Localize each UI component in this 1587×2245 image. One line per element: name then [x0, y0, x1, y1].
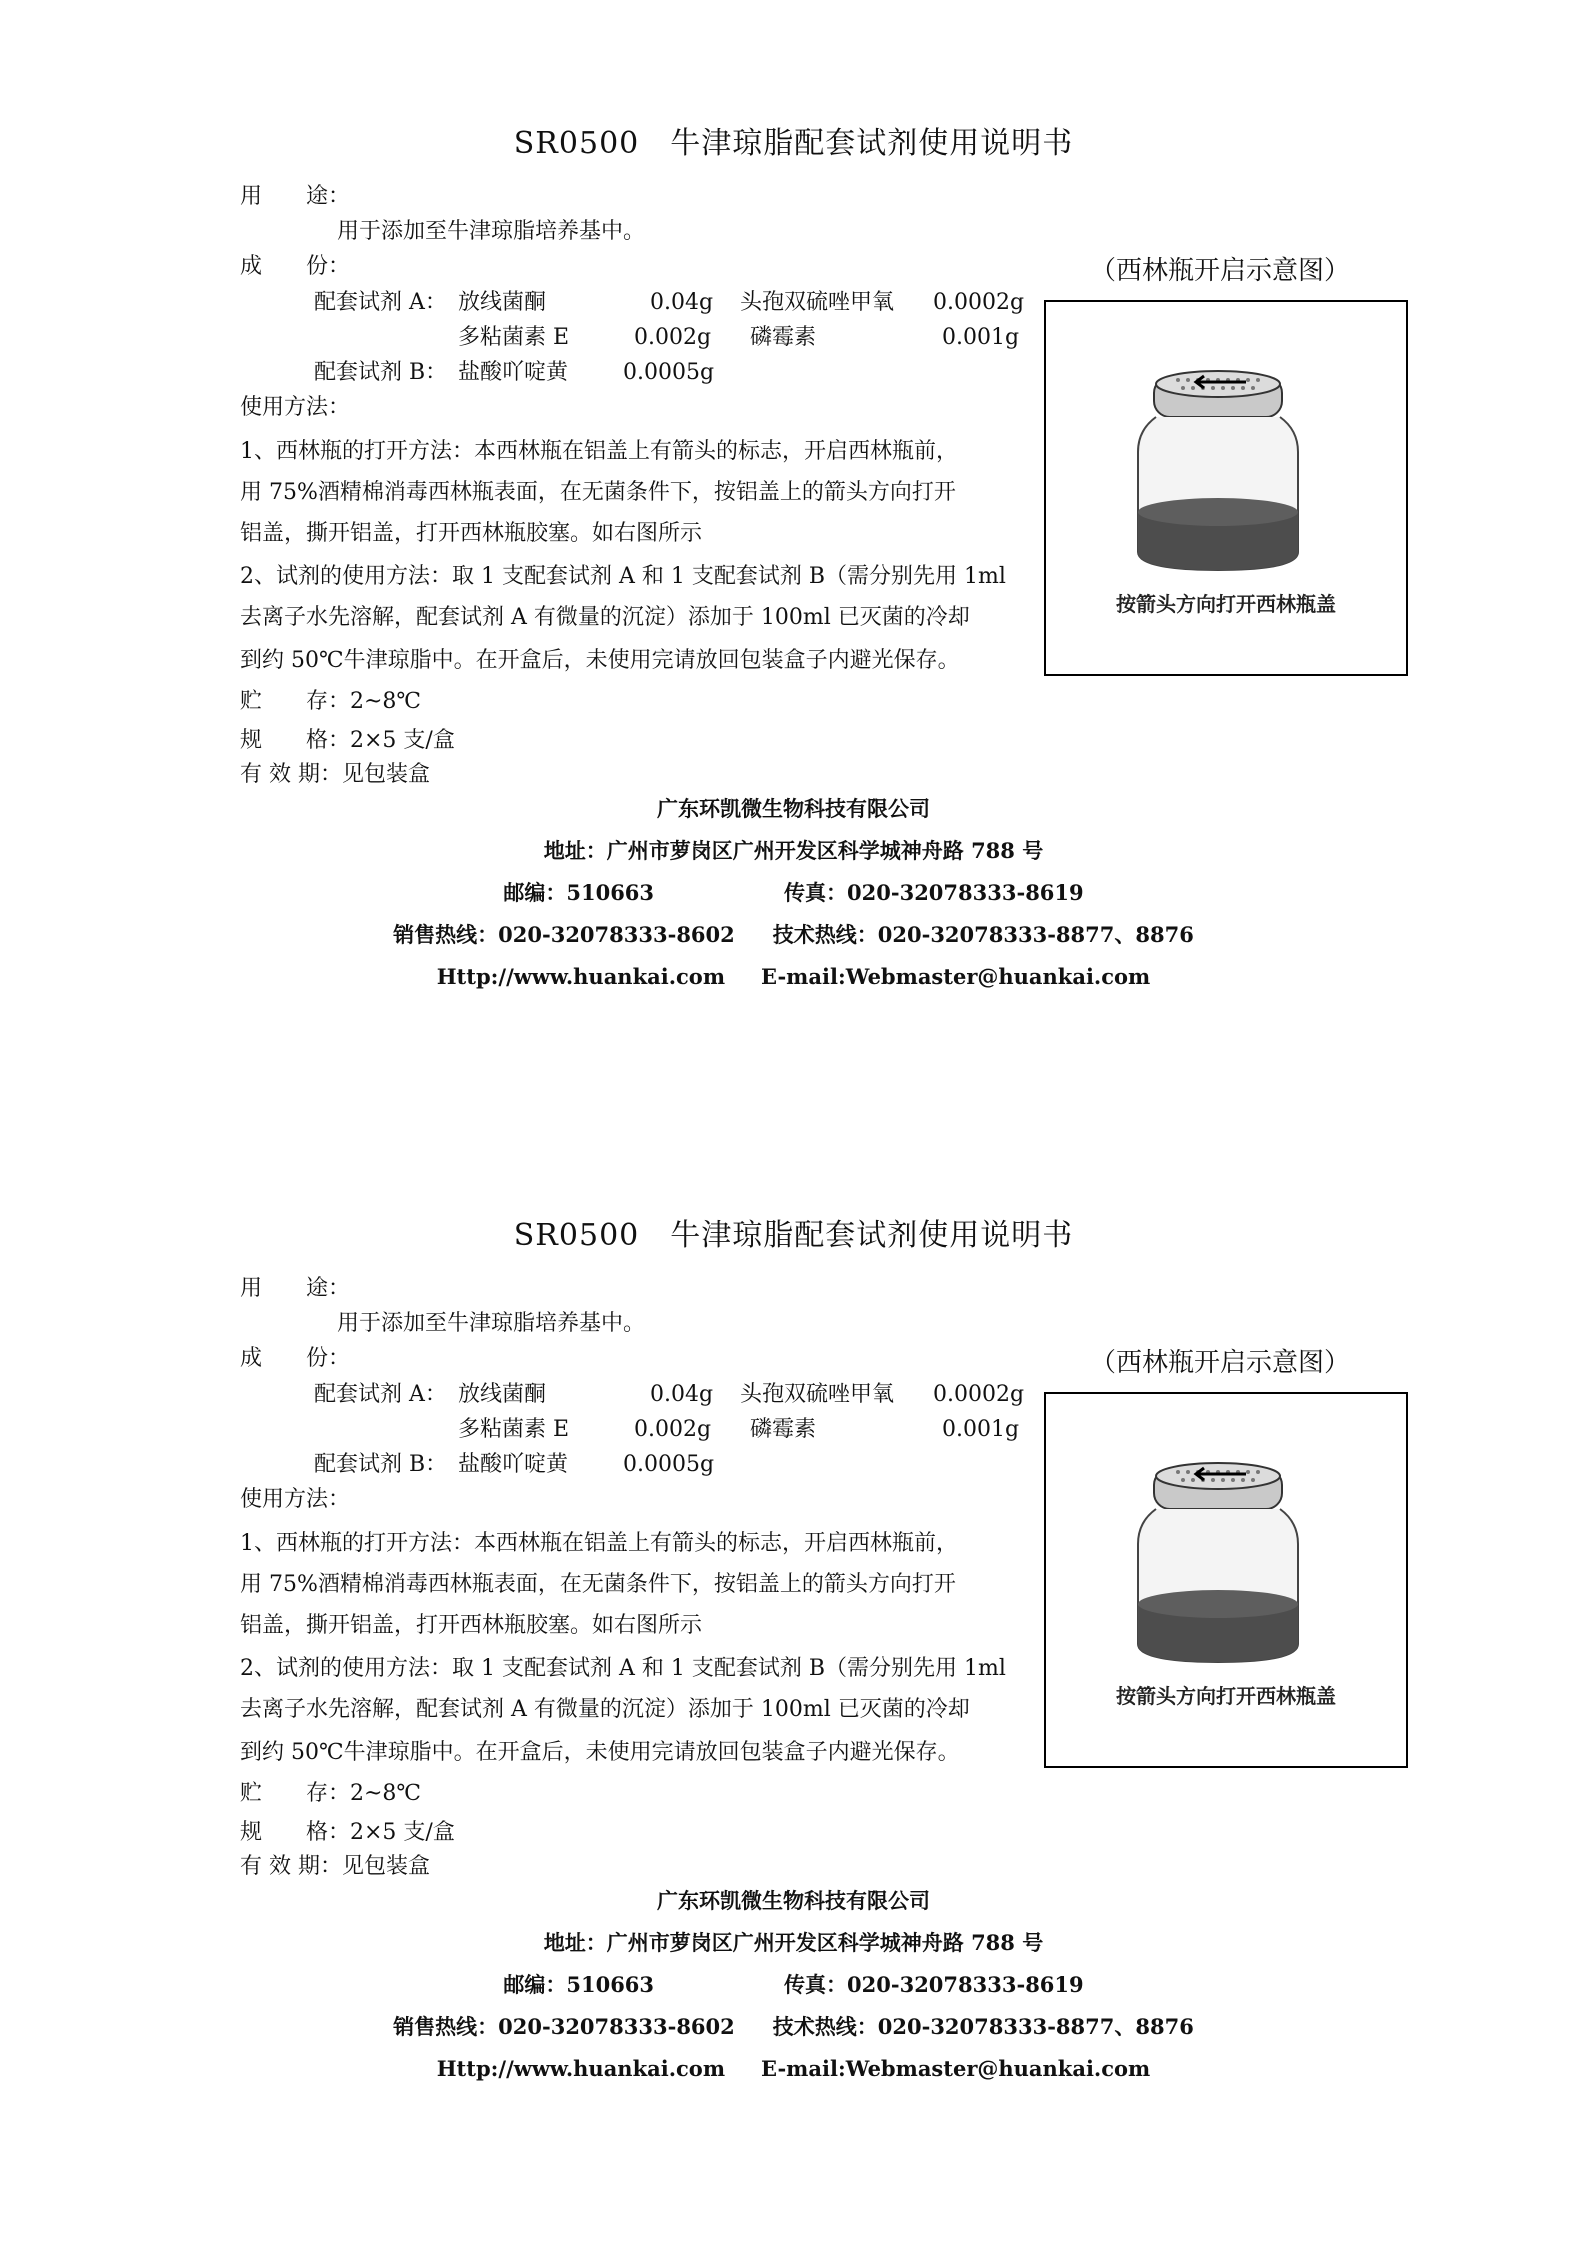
a4-name: 磷霉素: [750, 1417, 817, 1442]
document-title: SR0500 牛津琼脂配套试剂使用说明书: [513, 126, 1074, 161]
fax: 传真：020-32078333-8619: [784, 880, 1084, 905]
b1-qty: 0.0005g: [623, 360, 715, 385]
company-name: 广东环凯微生物科技有限公司: [657, 1888, 930, 1913]
specification: 规 格：2×5 支/盒: [240, 1820, 455, 1845]
usage-2-line-3: 到约 50℃牛津琼脂中。在开盒后，未使用完请放回包装盒子内避光保存。: [240, 648, 960, 673]
a1-name: 放线菌酮: [458, 290, 547, 315]
usage-2-line-2: 去离子水先溶解，配套试剂 A 有微量的沉淀）添加于 100ml 已灭菌的冷却: [240, 605, 970, 630]
a3-name: 多粘菌素 E: [458, 1417, 570, 1442]
usage-1-line-1: 1、西林瓶的打开方法：本西林瓶在铝盖上有箭头的标志，开启西林瓶前，: [240, 439, 958, 464]
company-address: 地址：广州市萝岗区广州开发区科学城神舟路 788 号: [543, 838, 1044, 863]
purpose-text: 用于添加至牛津琼脂培养基中。: [337, 219, 646, 244]
sales-hotline: 销售热线：020-32078333-8602: [393, 2014, 735, 2039]
vial-figure: [1044, 1392, 1408, 1768]
figure-label: 按箭头方向打开西林瓶盖: [1116, 592, 1336, 616]
reagent-a-label: 配套试剂 A：: [314, 1382, 447, 1407]
storage: 贮 存：2~8℃: [240, 1781, 422, 1806]
b1-name: 盐酸吖啶黄: [458, 1452, 569, 1477]
usage-2-line-2: 去离子水先溶解，配套试剂 A 有微量的沉淀）添加于 100ml 已灭菌的冷却: [240, 1697, 970, 1722]
usage-label: 使用方法：: [240, 395, 351, 420]
postcode: 邮编：510663: [503, 880, 655, 905]
figure-caption: （西林瓶开启示意图）: [1090, 256, 1351, 286]
validity: 有 效 期：见包装盒: [240, 762, 430, 787]
a3-qty: 0.002g: [634, 1417, 712, 1442]
a1-qty: 0.04g: [650, 1382, 714, 1407]
liquid-surface: [1138, 498, 1298, 526]
storage: 贮 存：2~8℃: [240, 689, 422, 714]
company-address: 地址：广州市萝岗区广州开发区科学城神舟路 788 号: [543, 1930, 1044, 1955]
figure-caption: （西林瓶开启示意图）: [1090, 1348, 1351, 1378]
a3-qty: 0.002g: [634, 325, 712, 350]
a4-qty: 0.001g: [942, 325, 1020, 350]
b1-qty: 0.0005g: [623, 1452, 715, 1477]
vial-cap-top: [1156, 1463, 1280, 1489]
a4-name: 磷霉素: [750, 325, 817, 350]
usage-1-line-3: 铝盖，撕开铝盖，打开西林瓶胶塞。如右图所示: [240, 1613, 703, 1638]
usage-1-line-3: 铝盖，撕开铝盖，打开西林瓶胶塞。如右图所示: [240, 521, 703, 546]
a2-qty: 0.0002g: [933, 1382, 1025, 1407]
document-title: SR0500 牛津琼脂配套试剂使用说明书: [513, 1218, 1074, 1253]
postcode: 邮编：510663: [503, 1972, 655, 1997]
purpose-label: 用 途：: [240, 1276, 351, 1301]
reagent-b-label: 配套试剂 B：: [314, 1452, 448, 1477]
company-name: 广东环凯微生物科技有限公司: [657, 796, 930, 821]
a4-qty: 0.001g: [942, 1417, 1020, 1442]
a3-name: 多粘菌素 E: [458, 325, 570, 350]
vial-cap-top: [1156, 371, 1280, 397]
instruction-sheet-2: [0, 1092, 1587, 2182]
postcode-fax-row: [0, 1970, 1587, 2000]
usage-label: 使用方法：: [240, 1487, 351, 1512]
a2-name: 头孢双硫唑甲氧: [740, 290, 895, 315]
reagent-a-label: 配套试剂 A：: [314, 290, 447, 315]
specification: 规 格：2×5 支/盒: [240, 728, 455, 753]
a1-name: 放线菌酮: [458, 1382, 547, 1407]
usage-2-line-1: 2、试剂的使用方法：取 1 支配套试剂 A 和 1 支配套试剂 B（需分别先用 1ml: [240, 1656, 1006, 1681]
usage-1-line-2: 用 75%酒精棉消毒西林瓶表面，在无菌条件下，按铝盖上的箭头方向打开: [240, 480, 956, 505]
tech-hotline: 技术热线：020-32078333-8877、8876: [772, 2014, 1194, 2039]
vial-illustration: [1046, 302, 1406, 674]
hotline-row: [0, 2012, 1587, 2042]
usage-2-line-3: 到约 50℃牛津琼脂中。在开盒后，未使用完请放回包装盒子内避光保存。: [240, 1740, 960, 1765]
website-link[interactable]: Http://www.huankai.com: [436, 2056, 726, 2081]
purpose-label: 用 途：: [240, 184, 351, 209]
composition-label: 成 份：: [240, 1346, 351, 1371]
tech-hotline: 技术热线：020-32078333-8877、8876: [772, 922, 1194, 947]
reagent-b-label: 配套试剂 B：: [314, 360, 448, 385]
usage-2-line-1: 2、试剂的使用方法：取 1 支配套试剂 A 和 1 支配套试剂 B（需分别先用 1ml: [240, 564, 1006, 589]
usage-1-line-1: 1、西林瓶的打开方法：本西林瓶在铝盖上有箭头的标志，开启西林瓶前，: [240, 1531, 958, 1556]
a2-name: 头孢双硫唑甲氧: [740, 1382, 895, 1407]
figure-label: 按箭头方向打开西林瓶盖: [1116, 1684, 1336, 1708]
a2-qty: 0.0002g: [933, 290, 1025, 315]
vial-illustration: [1046, 1394, 1406, 1766]
liquid-surface: [1138, 1590, 1298, 1618]
web-row: [0, 2054, 1587, 2084]
postcode-fax-row: [0, 878, 1587, 908]
email-link[interactable]: E-mail:Webmaster@huankai.com: [761, 2056, 1151, 2081]
usage-1-line-2: 用 75%酒精棉消毒西林瓶表面，在无菌条件下，按铝盖上的箭头方向打开: [240, 1572, 956, 1597]
hotline-row: [0, 920, 1587, 950]
purpose-text: 用于添加至牛津琼脂培养基中。: [337, 1311, 646, 1336]
a1-qty: 0.04g: [650, 290, 714, 315]
sales-hotline: 销售热线：020-32078333-8602: [393, 922, 735, 947]
instruction-sheet-1: [0, 0, 1587, 1090]
web-row: [0, 962, 1587, 992]
fax: 传真：020-32078333-8619: [784, 1972, 1084, 1997]
vial-figure: [1044, 300, 1408, 676]
b1-name: 盐酸吖啶黄: [458, 360, 569, 385]
website-link[interactable]: Http://www.huankai.com: [436, 964, 726, 989]
composition-label: 成 份：: [240, 254, 351, 279]
email-link[interactable]: E-mail:Webmaster@huankai.com: [761, 964, 1151, 989]
validity: 有 效 期：见包装盒: [240, 1854, 430, 1879]
